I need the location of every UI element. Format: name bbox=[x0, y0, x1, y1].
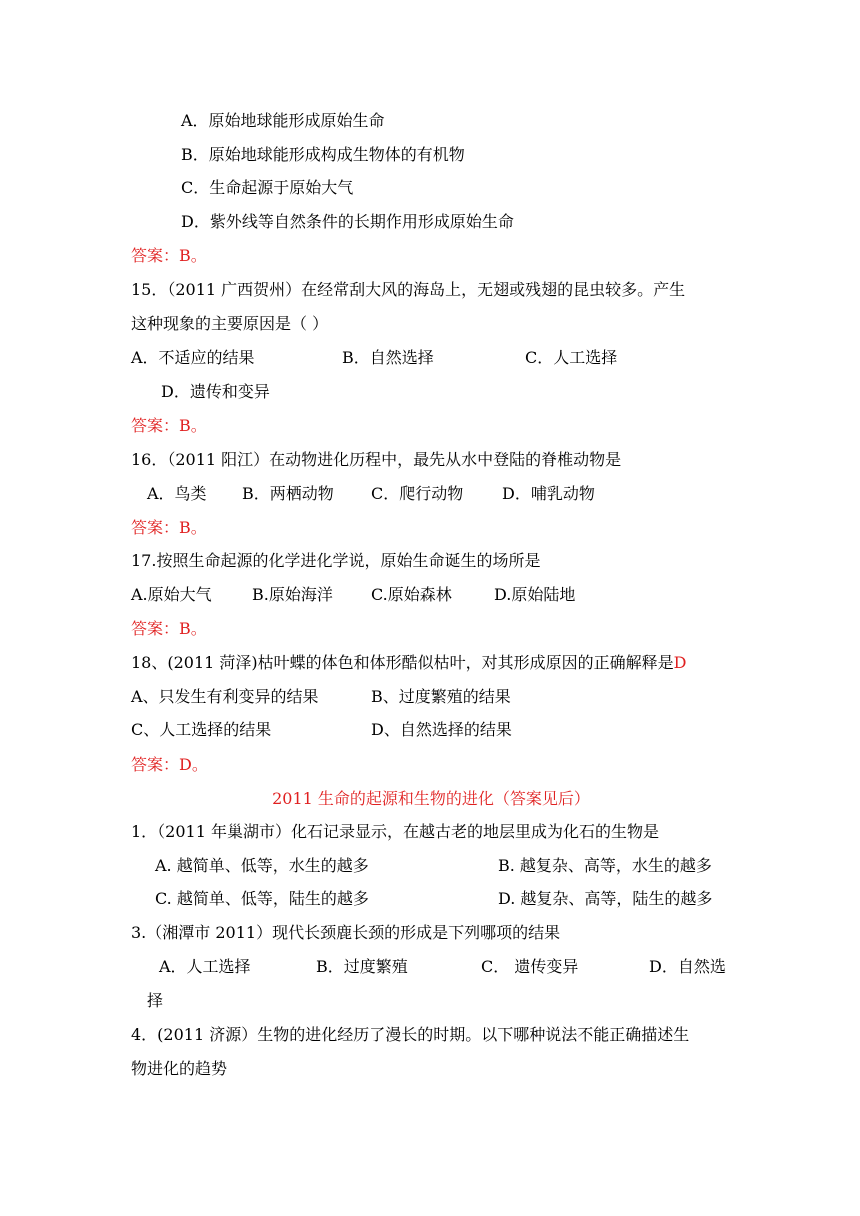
q16-option-b: B．两栖动物 bbox=[242, 484, 334, 503]
q14-option-d: D．紫外线等自然条件的长期作用形成原始生命 bbox=[181, 212, 514, 231]
s4-stem-line1: 4．(2011 济源）生物的进化经历了漫长的时期。以下哪种说法不能正确描述生 bbox=[131, 1025, 690, 1044]
q15-option-c: C．人工选择 bbox=[525, 348, 618, 367]
q18-options-row1 bbox=[131, 687, 691, 707]
s3-option-a: A．人工选择 bbox=[159, 957, 251, 976]
q15-option-b: B．自然选择 bbox=[342, 348, 434, 367]
q15-option-d: D．遗传和变异 bbox=[161, 382, 270, 401]
q16-option-a: A．鸟类 bbox=[147, 484, 207, 503]
s3-options-row bbox=[159, 957, 739, 977]
q16-stem: 16．（2011 阳江）在动物进化历程中，最先从水中登陆的脊椎动物是 bbox=[131, 450, 622, 469]
q17-option-c: C.原始森林 bbox=[371, 585, 452, 604]
s1-option-a: A. 越简单、低等，水生的越多 bbox=[155, 856, 369, 875]
q16-option-d: D．哺乳动物 bbox=[502, 484, 595, 503]
q18-option-c: C、人工选择的结果 bbox=[131, 720, 272, 739]
s1-option-b: B. 越复杂、高等，水生的越多 bbox=[498, 856, 712, 875]
q15-option-a: A．不适应的结果 bbox=[131, 348, 255, 367]
q14-answer: 答案：B。 bbox=[131, 246, 207, 265]
q17-option-d: D.原始陆地 bbox=[494, 585, 576, 604]
q17-option-b: B.原始海洋 bbox=[252, 585, 333, 604]
section-title: 2011 生命的起源和生物的进化（答案见后） bbox=[272, 789, 590, 808]
q15-stem-line1: 15．（2011 广西贺州）在经常刮大风的海岛上，无翅或残翅的昆虫较多。产生 bbox=[131, 280, 686, 299]
q17-option-a: A.原始大气 bbox=[131, 585, 212, 604]
q18-answer: 答案：D。 bbox=[131, 755, 208, 774]
q14-option-b: B．原始地球能形成构成生物体的有机物 bbox=[181, 145, 465, 164]
s1-option-d: D. 越复杂、高等，陆生的越多 bbox=[498, 889, 713, 908]
q17-stem: 17.按照生命起源的化学进化学说，原始生命诞生的场所是 bbox=[131, 551, 541, 570]
q17-answer: 答案：B。 bbox=[131, 619, 207, 638]
s3-option-b: B．过度繁殖 bbox=[316, 957, 408, 976]
q14-option-c: C．生命起源于原始大气 bbox=[181, 178, 354, 197]
q15-options-row bbox=[131, 348, 731, 368]
s3-stem: 3.（湘潭市 2011）现代长颈鹿长颈的形成是下列哪项的结果 bbox=[131, 923, 561, 942]
q18-option-a: A、只发生有利变异的结果 bbox=[131, 687, 319, 706]
q18-options-row2 bbox=[131, 720, 691, 740]
q17-options-row bbox=[131, 585, 691, 605]
s1-option-c: C. 越简单、低等，陆生的越多 bbox=[155, 889, 369, 908]
q18-stem: 18、(2011 菏泽)枯叶蝶的体色和体形酷似枯叶，对其形成原因的正确解释是 bbox=[131, 653, 674, 672]
q16-answer: 答案：B。 bbox=[131, 518, 207, 537]
q18-option-d: D、自然选择的结果 bbox=[371, 720, 512, 739]
s1-options-row1 bbox=[155, 856, 735, 876]
q15-stem-line2: 这种现象的主要原因是（ ） bbox=[131, 314, 329, 333]
s1-options-row2 bbox=[155, 889, 735, 909]
q18-inline-answer: D bbox=[673, 653, 687, 672]
s3-option-d: D．自然选 bbox=[649, 957, 726, 976]
q18-stem-line bbox=[131, 653, 686, 673]
s3-option-c: C． 遗传变异 bbox=[481, 957, 579, 976]
s1-stem: 1．（2011 年巢湖市）化石记录显示，在越古老的地层里成为化石的生物是 bbox=[131, 822, 659, 841]
s4-stem-line2: 物进化的趋势 bbox=[131, 1059, 228, 1078]
q16-option-c: C．爬行动物 bbox=[371, 484, 464, 503]
q15-answer: 答案：B。 bbox=[131, 416, 207, 435]
s3-option-d-cont: 择 bbox=[147, 991, 164, 1010]
q14-option-a: A．原始地球能形成原始生命 bbox=[181, 111, 385, 130]
q18-option-b: B、过度繁殖的结果 bbox=[371, 687, 511, 706]
q16-options-row bbox=[147, 484, 707, 504]
